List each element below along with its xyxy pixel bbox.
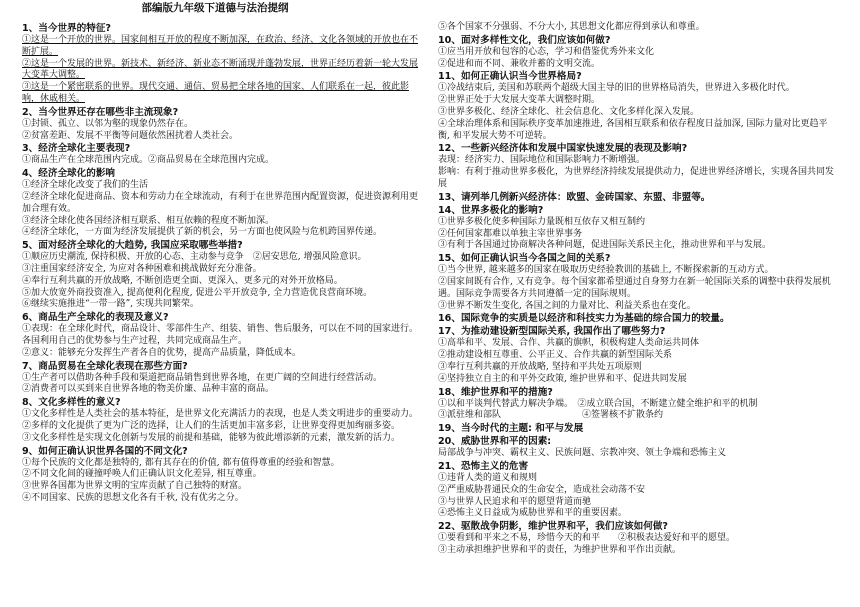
- outline-section: [22, 311, 422, 359]
- outline-point: ②这是一个发展的世界。新技术、新经济、新业态不断涌现并蓬勃发展，世界正经历着新一轮大发展大变革大调整。: [22, 58, 419, 81]
- outline-point: ③文化多样性是实现文化创新与发展的前提和基础，能够为彼此增添新的元素，激发新的活力。: [22, 432, 401, 443]
- outline-section: [22, 142, 422, 167]
- outline-point: ④恐怖主义日益成为威胁世界和平的重要因素。: [438, 508, 628, 519]
- section-heading: 4、经济全球化的影响: [22, 168, 116, 180]
- outline-point: ②消费者可以买到来自世界各地的物美价廉、品种丰富的商品。: [22, 384, 275, 395]
- outline-point: ③注重国家经济安全, 为应对各种困难和挑战做好充分准备。: [22, 263, 262, 274]
- outline-point: ②经济全球化促进商品、资本和劳动力在全球流动，有利于在世界范围内配置资源，促进资源利用更加合理有效。: [22, 191, 419, 214]
- outline-point: ③与世界人民追求和平的愿望背道而驰: [438, 496, 592, 507]
- outline-section: [438, 435, 838, 460]
- outline-section: [22, 445, 422, 505]
- outline-point: 局部战争与冲突、霸权主义、民族问题、宗教冲突、领土争端和恐怖主义: [438, 448, 727, 459]
- section-heading: 17、为推动建设新型国际关系, 我国作出了哪些努力?: [438, 326, 666, 338]
- section-heading: 14、世界多极化的影响?: [438, 204, 544, 216]
- outline-point: ③经济全球化使各国经济相互联系、相互依赖的程度不断加深。: [22, 215, 275, 226]
- outline-point: ①这是一个开放的世界。国家间相互开放的程度不断加深，在政治、经济、文化各领域的开放也在不断扩展。: [22, 35, 419, 57]
- section-heading: 22、驱散战争阴影，维护世界和平，我们应该如何做?: [438, 521, 668, 533]
- section-heading: 8、文化多样性的意义?: [22, 397, 121, 409]
- outline-point: ①应当用开放和包容的心态，学习和借鉴优秀外来文化: [438, 46, 655, 57]
- right-column: [438, 22, 838, 557]
- outline-section: [438, 204, 838, 252]
- outline-point: ②促进和而不同、兼收并蓄的文明交流。: [438, 58, 601, 69]
- outline-point: ④不同国家、民族的思想文化各有千秋, 没有优劣之分。: [22, 492, 244, 503]
- outline-point: ①违背人类的道义和规则: [438, 472, 538, 483]
- section-heading: 10、面对多样性文化，我们应该如何做?: [438, 34, 611, 46]
- outline-point: ③世界各国都为世界文明的宝库贡献了自己独特的财富。: [22, 481, 248, 492]
- section-heading: 2、当今世界还存在哪些非主流现象?: [22, 106, 179, 118]
- outline-section: [438, 460, 838, 520]
- section-heading: 16、国际竞争的实质是以经济和科技实力为基础的综合国力的较量。: [438, 313, 730, 325]
- outline-point: ③世界多极化、经济全球化、社会信息化、文化多样化深入发展。: [438, 106, 700, 117]
- section-heading: 15、如何正确认识当今各国之间的关系?: [438, 253, 611, 265]
- outline-section: [22, 239, 422, 311]
- outline-point: ①文化多样性是人类社会的基本特征，是世界文化充满活力的表现，也是人类文明进步的重要动力。: [22, 409, 419, 420]
- outline-point: ⑥继续实施推进“一带一路”, 实现共同繁荣。: [22, 299, 199, 310]
- outline-point: ①顺应历史潮流, 保持积极、开放的心态、主动参与竞争 ②居安思危, 增强风险意识。: [22, 252, 367, 263]
- section-heading: 20、威胁世界和平的因素:: [438, 436, 552, 448]
- outline-point: ④全球治理体系和国际秩序变革加速推进, 各国相互联系和依存程度日益加深, 国际力量对比更趋平衡, 和平发展大势不可逆转。: [438, 118, 828, 141]
- outline-point: ⑤各个国家不分强弱、不分大小, 其思想文化都应得到承认和尊重。: [438, 22, 705, 32]
- outline-section: [438, 22, 838, 34]
- outline-section: [438, 34, 838, 71]
- outline-section: [22, 167, 422, 239]
- outline-section: [438, 142, 838, 190]
- outline-section: [438, 191, 838, 204]
- section-heading: 11、如何正确认识当今世界格局?: [438, 71, 582, 83]
- outline-section: [438, 70, 838, 142]
- left-column: [22, 2, 422, 505]
- document-title: 部编版九年级下道德与法治提纲: [141, 2, 289, 14]
- outline-point: ①高举和平、发展、合作、共赢的旗帜，积极构建人类命运共同体: [438, 338, 700, 349]
- outline-point: ②意义：能够充分发挥生产者各自的优势，提高产品质量，降低成本。: [22, 347, 302, 358]
- outline-point: ①冷战结束后, 美国和苏联两个超级大国主导的旧的世界格局消失，世界进入多极化时代。: [438, 83, 795, 94]
- outline-point: ①生产者可以借助各种手段和渠道把商品销售到世界各地，在更广阔的空间进行经营活动。: [22, 372, 383, 383]
- outline-point: ①以和平谈判代替武力解决争端。 ②成立联合国，不断建立健全维护和平的机制: [438, 398, 758, 409]
- outline-point: ④坚持独立自主的和平外交政策, 维护世界和平、促进共同发展: [438, 373, 687, 384]
- section-heading: 1、当今世界的特征?: [22, 23, 111, 34]
- outline-section: [22, 396, 422, 444]
- outline-point: ①商品生产在全球范围内完成。②商品贸易在全球范围内完成。: [22, 155, 275, 166]
- section-heading: 18、维护世界和平的措施?: [438, 386, 553, 398]
- section-heading: 21、恐怖主义的危害: [438, 460, 529, 472]
- outline-point: ②不同文化间的碰撞呼唤人们正确认识文化差异, 相互尊重。: [22, 469, 262, 480]
- outline-point: ④经济全球化，一方面为经济发展提供了新的机会，另一方面也使风险与危机跨国界传递。: [22, 227, 383, 238]
- outline-point: ③这是一个紧密联系的世界。现代交通、通信、贸易把全球各地的国家、人们联系在一起，彼此影响，休戚相关。: [22, 82, 410, 104]
- outline-point: ①表现：在全球化时代，商品设计、零部件生产、组装、销售、售后服务，可以在不同的国家进行。各国利用自己的优势参与生产过程，共同完成商品生产。: [22, 324, 419, 346]
- section-heading: 7、商品贸易在全球化表现在那些方面?: [22, 360, 188, 372]
- outline-point: ⑤加大放宽外商投资准入, 提高便利化程度, 促进公平开放竞争, 全力营造优良营商环境。: [22, 287, 373, 298]
- outline-point: ②国家间既有合作, 又有竞争。每个国家都希望通过自身努力在新一轮国际关系的调整中获得发展机遇。国际竞争需要各方共同遵循一定的国际规则。: [438, 276, 831, 299]
- outline-point: ③派驻维和部队 ④签署核不扩散条约: [438, 410, 664, 421]
- outline-point: ①经济全球化改变了我们的生活: [22, 180, 149, 191]
- section-heading: 9、如何正确认识世界各国的不同文化?: [22, 445, 188, 457]
- outline-point: ②严重威胁普通民众的生命安全，造成社会动荡不安: [438, 484, 646, 495]
- outline-point: ①世界多极化使多种国际力量既相互依存又相互制约: [438, 216, 646, 227]
- section-heading: 19、当今时代的主题: 和平与发展: [438, 423, 584, 435]
- section-heading: 6、商品生产全球化的表现及意义?: [22, 312, 169, 324]
- outline-section: [438, 312, 838, 325]
- section-heading: 3、经济全球化主要表现?: [22, 143, 131, 155]
- outline-point: ③世界不断发生变化, 各国之间的力量对比、利益关系也在变化。: [438, 300, 696, 311]
- outline-section: [22, 360, 422, 397]
- outline-section: [438, 325, 838, 385]
- outline-point: 表现：经济实力、国际地位和国际影响力不断增强。: [438, 155, 646, 166]
- outline-point: ②任何国家都难以单独主宰世界事务: [438, 228, 583, 239]
- outline-point: ②贫富差距、发展不平衡等问题依然困扰着人类社会。: [22, 130, 239, 141]
- section-heading: 12、一些新兴经济体和发展中国家快速发展的表现及影响?: [438, 143, 688, 155]
- outline-point: ③奉行互利共赢的开放战略, 坚持和平共处五项原则: [438, 361, 642, 372]
- outline-point: ②世界正处于大发展大变革大调整时期。: [438, 95, 601, 106]
- section-heading: 13、请列举几例新兴经济体：欧盟、金砖国家、东盟、非盟等。: [438, 191, 711, 203]
- outline-point: ①要看到和平来之不易，珍惜今天的和平 ②积极表达爱好和平的愿望。: [438, 533, 736, 544]
- outline-point: ①封锁、孤立、以邻为壑的现象仍然存在。: [22, 118, 194, 129]
- outline-section: [438, 386, 838, 423]
- outline-point: ①每个民族的文化都是独特的, 都有其存在的价值, 都有值得尊重的经验和智慧。: [22, 457, 340, 468]
- outline-section: [438, 422, 838, 435]
- outline-section: [438, 252, 838, 312]
- outline-point: ③主动承担维护世界和平的责任，为维护世界和平作出贡献。: [438, 544, 682, 555]
- section-heading: 5、面对经济全球化的大趋势, 我国应采取哪些举措?: [22, 240, 243, 252]
- outline-section: [22, 22, 422, 106]
- outline-section: [22, 106, 422, 143]
- outline-point: ②推动建设相互尊重、公平正义、合作共赢的新型国际关系: [438, 350, 673, 361]
- outline-point: ③有利于各国通过协商解决各种问题，促进国际关系民主化，推动世界和平与发展。: [438, 240, 772, 251]
- outline-point: ④奉行互利共赢的开放战略, 不断创造更全面、更深入、更多元的对外开放格局。: [22, 275, 343, 286]
- outline-section: [438, 520, 838, 557]
- outline-point: 影响：有利于推动世界多极化，为世界经济持续发展提供动力，促进世界经济增长，实现各国共同发展: [438, 167, 835, 189]
- outline-point: ②多样的文化提供了更为广泛的选择，让人们的生活更加丰富多彩，让世界变得更加绚丽多姿。: [22, 420, 401, 431]
- outline-point: ①当今世界, 越来越多的国家在吸取历史经验教训的基础上, 不断探索新的互动方式。: [438, 265, 774, 276]
